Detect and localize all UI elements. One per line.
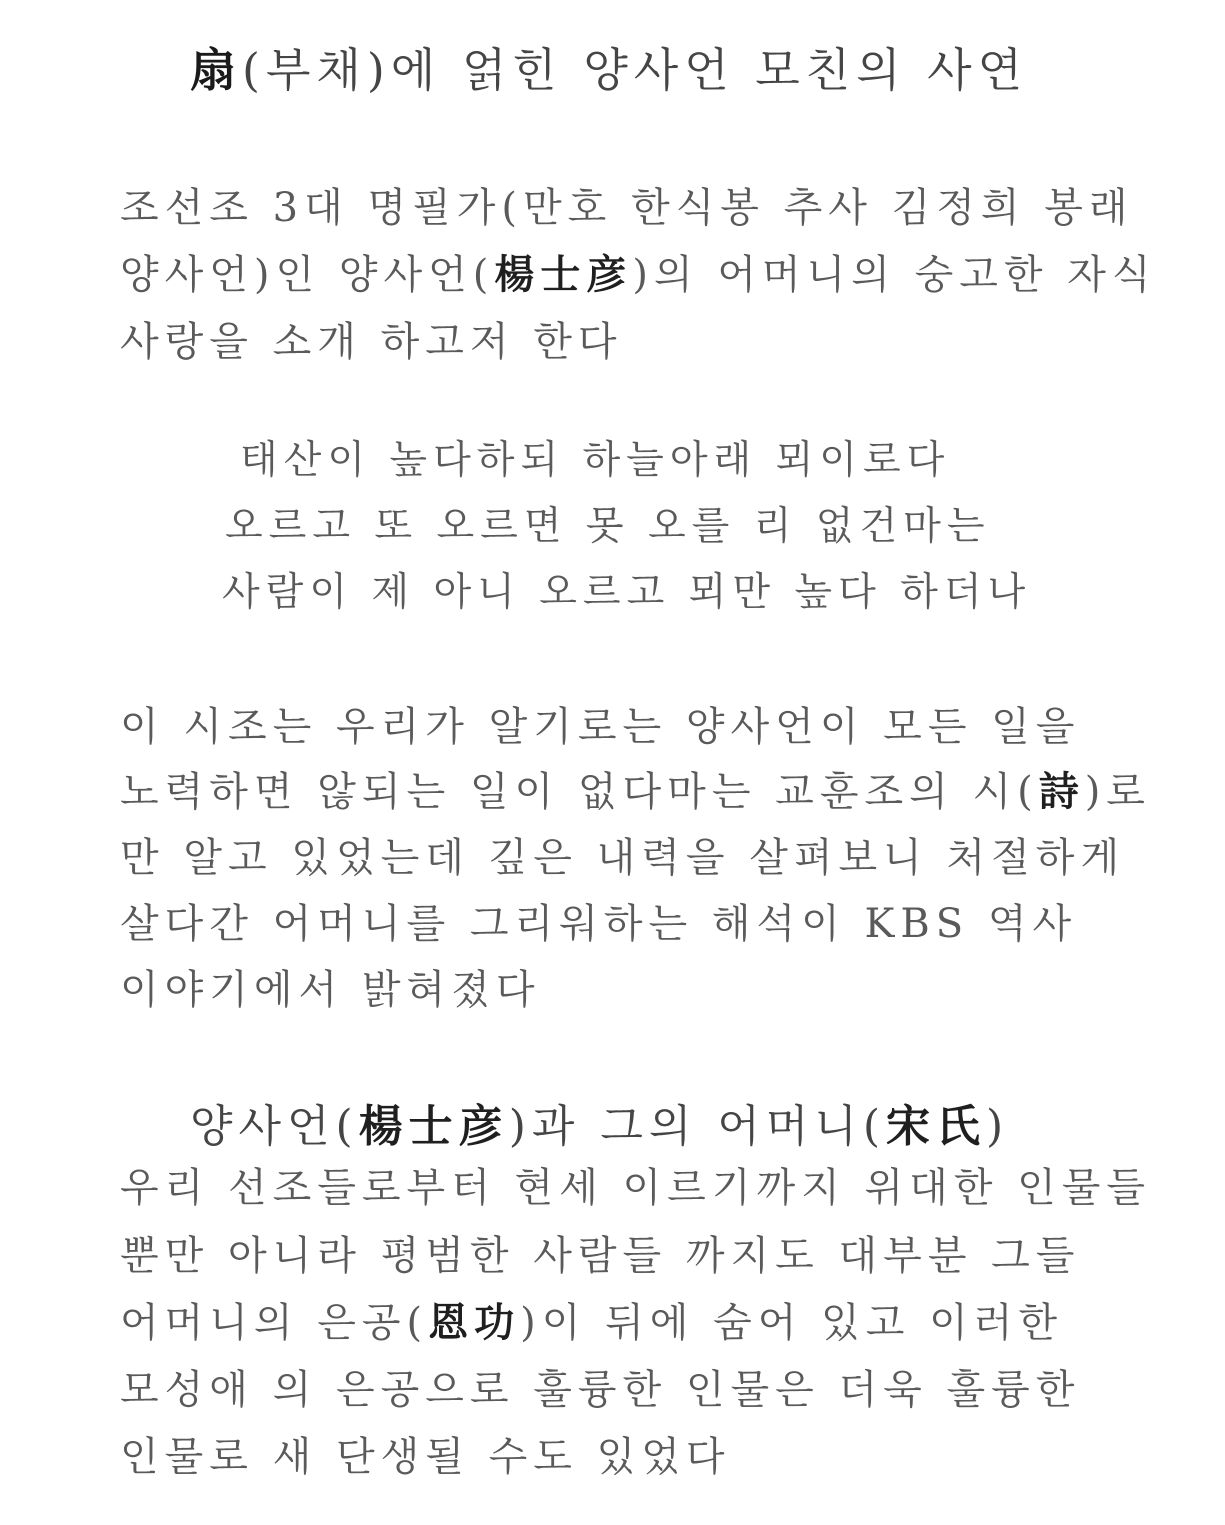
subtitle-text-3: ): [986, 1101, 1010, 1152]
subtitle-hanja-2: 宋氏: [886, 1101, 987, 1152]
closing-line-3-text: 어머니의 은공(: [120, 1300, 429, 1346]
intro-line-2-text: 양사언)인 양사언(: [120, 252, 495, 298]
closing-line-5: 인물로 새 단생될 수도 있었다: [120, 1434, 731, 1480]
subtitle-hanja-1: 楊士彦: [358, 1101, 509, 1152]
closing-line-3-hanja: 恩功: [428, 1299, 521, 1346]
body-line-4: 살다간 어머니를 그리워하는 해석이 KBS 역사: [120, 901, 1078, 947]
intro-line-1: 조선조 3대 명필가(만호 한식봉 추사 김정희 봉래: [120, 185, 1134, 231]
subtitle-text-1: 양사언(: [190, 1101, 359, 1152]
title-hanja: 扇: [190, 43, 242, 97]
intro-line-3: 사랑을 소개 하고저 한다: [120, 319, 623, 365]
closing-line-3-text-end: )이 뒤에 숨어 있고 이러한: [520, 1300, 1064, 1346]
body-line-2-text: 노력하면 않되는 일이 없다마는 교훈조의 시(: [120, 769, 1039, 815]
body-line-2-text-end: )로: [1084, 769, 1151, 815]
closing-line-1: 우리 선조들로부터 현세 이르기까지 위대한 인물들: [120, 1165, 1152, 1211]
section-subtitle: [190, 1090, 1009, 1154]
body-line-1: 이 시조는 우리가 알기로는 양사언이 모든 일을: [120, 704, 1081, 750]
body-line-5: 이야기에서 밝혀졌다: [120, 967, 541, 1013]
poem-line-2: 오르고 또 오르면 못 오를 리 없건마는: [225, 504, 991, 549]
intro-line-2-text-end: )의 어머니의 숭고한 자식: [632, 252, 1157, 298]
document-title: [190, 34, 1028, 100]
poem-line-3: 사람이 제 아니 오르고 뫼만 높다 하더나: [222, 570, 1032, 615]
closing-line-4: 모성애 의 은공으로 훌륭한 인물은 더욱 훌륭한: [120, 1367, 1081, 1413]
closing-line-2: 뿐만 아니라 평범한 사람들 까지도 대부분 그들: [120, 1233, 1081, 1279]
intro-line-2-hanja: 楊士彦: [494, 251, 633, 298]
title-text: (부채)에 얽힌 양사언 모친의 사연: [242, 43, 1029, 97]
intro-line-2: [120, 251, 1157, 298]
closing-line-3: [120, 1299, 1064, 1346]
body-line-3: 만 알고 있었는데 깊은 내력을 살펴보니 처절하게: [120, 835, 1126, 881]
body-line-2: [120, 768, 1151, 815]
subtitle-text-2: )과 그의 어머니(: [508, 1101, 887, 1152]
poem-line-1: 태산이 높다하되 하늘아래 뫼이로다: [240, 438, 951, 483]
body-line-2-hanja: 詩: [1038, 768, 1085, 815]
